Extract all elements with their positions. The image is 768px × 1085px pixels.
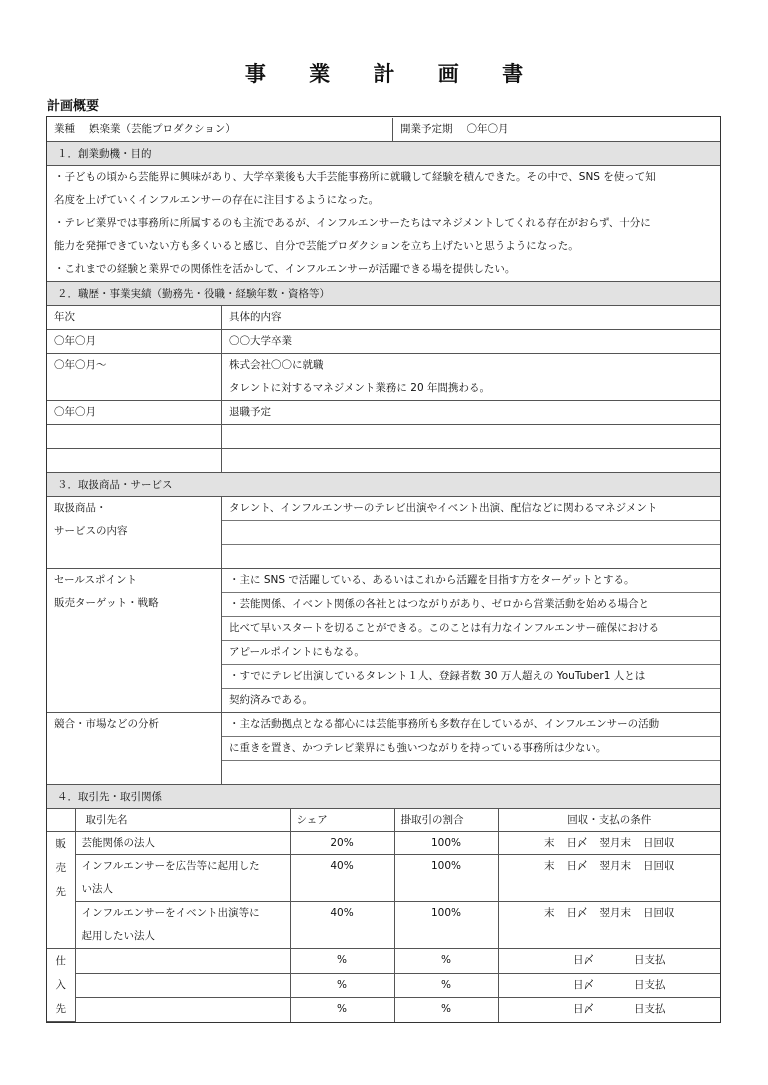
purchase-label-char: 先 xyxy=(55,1003,66,1015)
purchase-name[interactable] xyxy=(75,998,290,1022)
purchase-share[interactable]: % xyxy=(290,949,394,974)
industry-label: 業種 xyxy=(54,122,75,135)
purchase-terms[interactable] xyxy=(498,949,720,974)
sales-row[interactable] xyxy=(47,855,720,902)
selling-line: ・すでにテレビ出演しているタレント１人、登録者数 30 万人超えの YouTuber1 人とは xyxy=(222,664,720,688)
sales-row[interactable] xyxy=(47,902,720,949)
opening-label: 開業予定期 xyxy=(400,122,453,135)
sales-credit[interactable]: 100% xyxy=(394,832,498,855)
purchase-credit[interactable]: % xyxy=(394,949,498,974)
motivation-line: ・これまでの経験と業界での関係性を活かして、インフルエンサーが活躍できる場を提供したい。 xyxy=(54,263,516,275)
sales-credit[interactable]: 100% xyxy=(394,855,498,902)
selling-label xyxy=(47,569,221,712)
career-row[interactable] xyxy=(47,329,720,353)
career-detail: 株式会社〇〇に就職 xyxy=(229,359,324,371)
sales-share[interactable]: 20% xyxy=(290,832,394,855)
purchase-label-char: 仕 xyxy=(55,955,66,967)
sales-name[interactable] xyxy=(75,832,290,855)
career-row[interactable] xyxy=(47,400,720,424)
selling-label-line: 販売ターゲット・戦略 xyxy=(54,597,159,609)
purchase-terms[interactable] xyxy=(498,998,720,1022)
career-detail: タレントに対するマネジメント業務に 20 年間携わる。 xyxy=(229,382,490,394)
motivation-line: ・テレビ業界では事務所に所属するのも主流であるが、インフルエンサーたちはマネジメントしてくれる存在がおらず、十分に xyxy=(54,217,651,229)
col-detail: 具体的内容 xyxy=(221,306,720,329)
motivation-field[interactable] xyxy=(47,165,720,281)
opening-value: 〇年〇月 xyxy=(466,122,509,135)
terms-cutoff: 日〆 xyxy=(566,860,588,872)
career-detail: 退職予定 xyxy=(221,401,720,424)
terms-pay: 日支払 xyxy=(634,1003,666,1015)
terms-day: 末 xyxy=(544,860,555,872)
terms-day: 末 xyxy=(544,907,555,919)
sales-credit[interactable]: 100% xyxy=(394,902,498,949)
terms-pay: 日支払 xyxy=(634,978,666,991)
header-credit: 掛取引の割合 xyxy=(394,809,498,832)
blank-corner xyxy=(47,809,75,832)
section1-header: １．創業動機・目的 xyxy=(47,141,720,165)
sales-label-char: 販 xyxy=(55,838,66,850)
terms-cutoff: 日〆 xyxy=(573,978,594,991)
competition-line: ・主な活動拠点となる都心には芸能事務所も多数存在しているが、インフルエンサーの活動 xyxy=(229,718,660,730)
purchase-share[interactable]: % xyxy=(290,998,394,1022)
col-year: 年次 xyxy=(54,311,75,323)
section4-header: ４．取引先・取引関係 xyxy=(47,784,720,808)
industry-field[interactable] xyxy=(47,118,392,141)
selling-line: 比べて早いスタートを切ることができる。このことは有力なインフルエンサー確保における xyxy=(222,616,720,640)
career-year: 〇年〇月 xyxy=(54,335,96,347)
terms-month: 翌月末 xyxy=(599,837,631,849)
career-year xyxy=(47,449,221,472)
business-plan-form xyxy=(46,116,721,1023)
competition-line: に重きを置き、かつテレビ業界にも強いつながりを持っている事務所は少ない。 xyxy=(222,736,720,760)
career-year: 〇年〇月 xyxy=(54,406,96,418)
section2-header: ２．職歴・事業実績（勤務先・役職・経験年数・資格等） xyxy=(47,281,720,305)
purchase-share[interactable]: % xyxy=(290,973,394,998)
motivation-line: 名度を上げていくインフルエンサーの存在に注目するようになった。 xyxy=(54,194,380,206)
career-detail xyxy=(221,425,720,448)
products-line xyxy=(222,520,720,544)
selling-row xyxy=(47,568,720,712)
motivation-line: 能力を発揮できていない方も多くいると感じ、自分で芸能プロダクションを立ち上げたいと思うようになった。 xyxy=(54,240,579,252)
competition-field[interactable] xyxy=(221,713,720,784)
overview-heading: 計画概要 xyxy=(47,99,100,114)
terms-cutoff: 日〆 xyxy=(566,907,588,919)
sales-name[interactable] xyxy=(75,902,290,949)
sales-name-line: インフルエンサーを広告等に起用した xyxy=(81,860,260,872)
selling-label-line: セールスポイント xyxy=(54,574,138,586)
header-name: 取引先名 xyxy=(75,809,290,832)
trading-table xyxy=(47,809,720,1022)
terms-collect: 日回収 xyxy=(643,860,675,872)
document-title: 事 業 計 画 書 xyxy=(244,62,542,86)
career-year xyxy=(47,425,221,448)
sales-name-line: インフルエンサーをイベント出演等に xyxy=(81,907,260,919)
purchase-row[interactable] xyxy=(47,949,720,974)
header-terms: 回収・支払の条件 xyxy=(498,809,720,832)
selling-line: アピールポイントにもなる。 xyxy=(222,640,720,664)
career-detail xyxy=(221,449,720,472)
trading-table-row xyxy=(47,808,720,1022)
career-row[interactable] xyxy=(47,424,720,448)
purchase-credit[interactable]: % xyxy=(394,973,498,998)
terms-cutoff: 日〆 xyxy=(573,1003,594,1015)
sales-label-char: 売 xyxy=(55,862,66,874)
terms-day: 末 xyxy=(544,837,555,849)
career-row[interactable] xyxy=(47,353,720,400)
products-label-line: サービスの内容 xyxy=(54,525,128,537)
sales-terms[interactable] xyxy=(498,902,720,949)
sales-terms[interactable] xyxy=(498,832,720,855)
products-line: タレント、インフルエンサーのテレビ出演やイベント出演、配信などに関わるマネジメント xyxy=(229,502,658,514)
purchase-name[interactable] xyxy=(75,973,290,998)
products-label-line: 取扱商品・ xyxy=(54,502,107,514)
sales-terms[interactable] xyxy=(498,855,720,902)
products-label xyxy=(47,497,221,568)
header-share: シェア xyxy=(290,809,394,832)
sales-name-line: い法人 xyxy=(81,883,113,895)
career-row[interactable] xyxy=(47,448,720,472)
selling-line: ・芸能関係、イベント関係の各社とはつながりがあり、ゼロから営業活動を始める場合と xyxy=(222,592,720,616)
sales-name[interactable] xyxy=(75,855,290,902)
selling-line: ・主に SNS で活躍している、あるいはこれから活躍を目指す方をターゲットとする。 xyxy=(229,574,635,586)
opening-field[interactable] xyxy=(392,118,720,141)
sales-row[interactable] xyxy=(47,832,720,855)
terms-collect: 日回収 xyxy=(643,907,675,919)
section3-header: ３．取扱商品・サービス xyxy=(47,472,720,496)
career-detail: 〇〇大学卒業 xyxy=(221,330,720,353)
products-row xyxy=(47,496,720,568)
career-year: 〇年〇月～ xyxy=(54,359,107,371)
competition-label-line: 競合・市場などの分析 xyxy=(54,718,159,730)
sales-label xyxy=(47,832,75,949)
terms-month: 翌月末 xyxy=(599,907,631,919)
terms-collect: 日回収 xyxy=(643,837,675,849)
motivation-line: ・子どもの頃から芸能界に興味があり、大学卒業後も大手芸能事務所に就職して経験を積んできた。その中で、SNS を使って知 xyxy=(54,171,656,183)
products-field[interactable] xyxy=(221,497,720,568)
sales-label-char: 先 xyxy=(55,886,66,898)
overview-row xyxy=(47,117,720,141)
terms-cutoff: 日〆 xyxy=(566,837,588,849)
sales-name-line: 起用したい法人 xyxy=(81,930,155,942)
products-line xyxy=(222,544,720,568)
selling-field[interactable] xyxy=(221,569,720,712)
terms-cutoff: 日〆 xyxy=(573,954,594,966)
sales-share[interactable]: 40% xyxy=(290,902,394,949)
purchase-row[interactable] xyxy=(47,998,720,1022)
purchase-terms[interactable] xyxy=(498,973,720,998)
competition-line xyxy=(222,760,720,784)
purchase-label-char: 入 xyxy=(55,979,66,991)
career-header-row xyxy=(47,305,720,329)
purchase-credit[interactable]: % xyxy=(394,998,498,1022)
purchase-row[interactable] xyxy=(47,973,720,998)
industry-value: 娯楽業（芸能プロダクション） xyxy=(89,122,236,135)
terms-month: 翌月末 xyxy=(599,860,631,872)
purchase-label xyxy=(47,949,75,1022)
sales-share[interactable]: 40% xyxy=(290,855,394,902)
selling-line: 契約済みである。 xyxy=(222,688,720,712)
terms-pay: 日支払 xyxy=(634,954,666,966)
trading-header-row xyxy=(47,809,720,832)
competition-row xyxy=(47,712,720,784)
purchase-name[interactable] xyxy=(75,949,290,974)
sales-name-line: 芸能関係の法人 xyxy=(81,837,155,849)
competition-label xyxy=(47,713,221,784)
